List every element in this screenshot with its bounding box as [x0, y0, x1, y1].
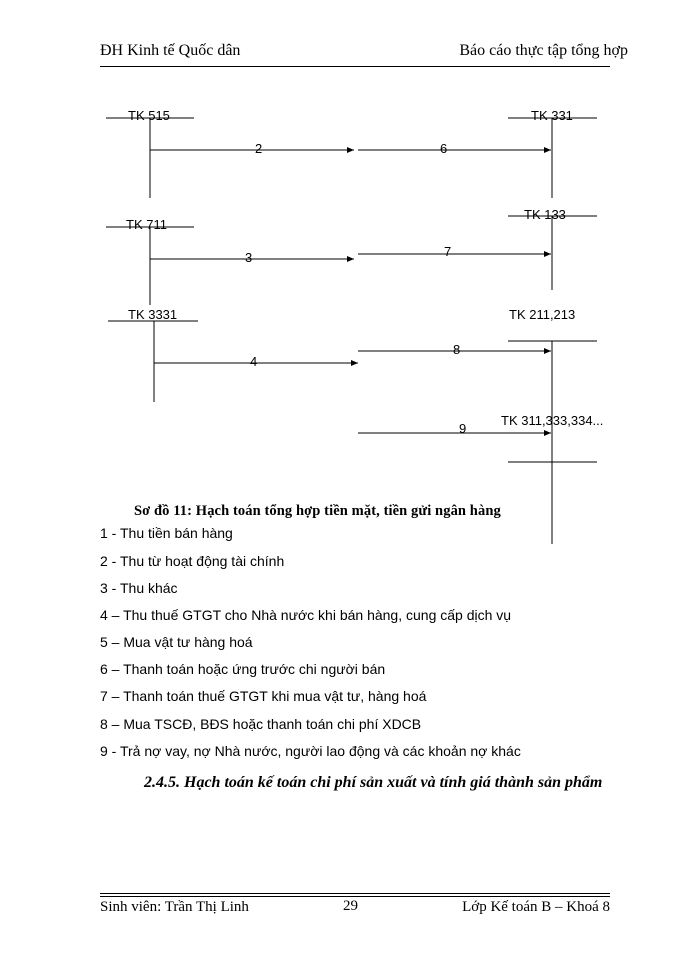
- legend-item: 1 - Thu tiền bán hàng: [100, 525, 233, 541]
- footer-rule: [100, 893, 610, 894]
- diagram-caption: Sơ đồ 11: Hạch toán tổng hợp tiền mặt, tiền gửi ngân hàng: [134, 503, 501, 519]
- account-label-331: TK 331: [531, 108, 573, 123]
- t-account-133: [508, 207, 597, 290]
- account-label-211: TK 211,213: [509, 307, 576, 322]
- legend-item: 6 – Thanh toán hoặc ứng trước chi người bán: [100, 661, 386, 677]
- arrow-label-8: 8: [453, 342, 461, 357]
- legend-item: 8 – Mua TSCĐ, BĐS hoặc thanh toán chi phí XDCB: [100, 716, 422, 732]
- legend-item: 2 - Thu từ hoạt động tài chính: [100, 553, 285, 569]
- header-report-title: Báo cáo thực tập tổng hợp: [459, 42, 628, 59]
- arrow-label-2: 2: [255, 141, 263, 156]
- arrow-2: [150, 141, 354, 156]
- footer-rule-secondary: [100, 896, 610, 897]
- footer-student: Sinh viên: Trần Thị Linh: [100, 899, 249, 915]
- arrow-6: [358, 141, 551, 156]
- account-label-311: TK 311,333,334...: [501, 413, 604, 428]
- account-label-3331: TK 3331: [128, 307, 178, 322]
- t-account-711: [106, 217, 194, 305]
- account-label-515: TK 515: [128, 108, 170, 123]
- arrow-7: [358, 244, 551, 259]
- arrow-label-3: 3: [245, 250, 253, 265]
- footer-class: Lớp Kế toán B – Khoá 8: [462, 899, 610, 915]
- account-label-133: TK 133: [524, 207, 566, 222]
- arrow-label-9: 9: [459, 421, 467, 436]
- arrow-label-7: 7: [444, 244, 452, 259]
- t-account-3331: [108, 307, 198, 402]
- arrow-8: [358, 342, 551, 357]
- arrow-label-4: 4: [250, 354, 258, 369]
- t-account-515: [106, 108, 194, 198]
- legend-item: 5 – Mua vật tư hàng hoá: [100, 634, 253, 650]
- arrow-3: [150, 250, 354, 265]
- legend-item: 4 – Thu thuế GTGT cho Nhà nước khi bán hàng, cung cấp dịch vụ: [100, 607, 512, 623]
- t-account-331: [508, 108, 597, 198]
- arrow-4: [154, 354, 358, 369]
- legend-item: 7 – Thanh toán thuế GTGT khi mua vật tư, hàng hoá: [100, 688, 427, 704]
- header-school: ĐH Kinh tế Quốc dân: [100, 42, 241, 59]
- legend-item: 3 - Thu khác: [100, 580, 178, 596]
- legend-item: 9 - Trả nợ vay, nợ Nhà nước, người lao động và các khoản nợ khác: [100, 743, 521, 759]
- footer-page-number: 29: [343, 898, 358, 914]
- account-label-711: TK 711: [126, 217, 167, 232]
- arrow-label-6: 6: [440, 141, 448, 156]
- section-heading: 2.4.5. Hạch toán kế toán chi phí sản xuất và tính giá thành sản phẩm: [144, 774, 603, 791]
